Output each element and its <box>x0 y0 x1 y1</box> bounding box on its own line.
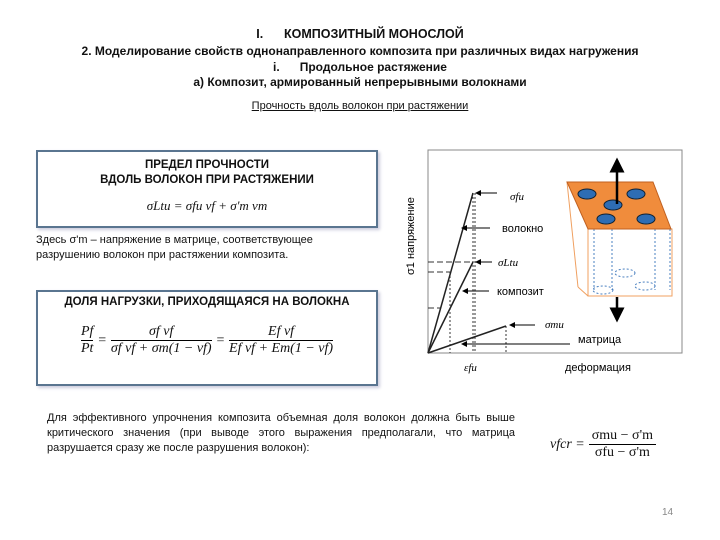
title-line2: 2. Моделирование свойств однонаправленного композита при различных видах нагружения <box>81 44 639 58</box>
composite-cube-illustration <box>567 160 672 320</box>
mid-den: σf vf + σm(1 − vf) <box>110 341 212 356</box>
sigma-ltu-label: σLtu <box>498 257 519 269</box>
bottom-paragraph: Для эффективного упрочнения композита объемная доля волокон должна быть выше критического значения (при выводе этого выражения предполагали, что матрица разрушается сразу же после разрушения волокон): <box>47 412 515 454</box>
note-text: Здесь σ'm – напряжение в матрице, соответствующее разрушению волокон при растяжении композита. <box>36 234 313 261</box>
mid-num: σf vf <box>111 324 212 341</box>
strength-formula: σLtu = σfu vf + σ'm vm <box>146 198 268 213</box>
title-text: КОМПОЗИТНЫЙ МОНОСЛОЙ <box>284 27 464 41</box>
page-number: 14 <box>662 507 674 518</box>
critical-num: σmu − σ'm <box>589 428 656 445</box>
critical-fraction-formula <box>550 428 656 461</box>
title-number: I. <box>256 27 264 41</box>
fiber-label: волокно <box>502 223 544 235</box>
subtitle: Прочность вдоль волокон при растяжении <box>251 100 469 112</box>
critical-lhs: vfcr = <box>550 436 585 452</box>
lhs-num: Pf <box>80 324 94 339</box>
box1-title1: ПРЕДЕЛ ПРОЧНОСТИ <box>144 159 270 171</box>
title3-number: i. <box>273 60 280 74</box>
x-axis-label: деформация <box>565 362 631 374</box>
sigma-fu-label: σfu <box>510 191 524 203</box>
box2-title: ДОЛЯ НАГРУЗКИ, ПРИХОДЯЩАЯСЯ НА ВОЛОКНА <box>64 296 350 308</box>
box1-title2: ВДОЛЬ ВОЛОКОН ПРИ РАСТЯЖЕНИИ <box>100 174 314 186</box>
x-tick-label: εfu <box>464 362 477 374</box>
y-axis-label: σ1 напряжение <box>405 197 417 275</box>
rhs-num: Ef vf <box>229 324 333 341</box>
load-share-formula: $\frac{Pf}{Pt}$ = $\frac{\text{σf vf}}{\text{σf vf + σm(1 − vf)}}$ = $\frac{\text{Ef vf}}{\text{Ef vf + Em(1 − vf)}}$ <box>80 324 334 356</box>
title-line4: а) Композит, армированный непрерывными волокнами <box>193 75 527 89</box>
composite-label: композит <box>497 286 544 298</box>
matrix-label: матрица <box>578 334 622 346</box>
critical-den: σfu − σ'm <box>594 445 650 460</box>
lhs-den: Pt <box>80 341 94 356</box>
rhs-den: Ef vf + Em(1 − vf) <box>229 341 334 356</box>
sigma-mu-label: σmu <box>545 319 564 331</box>
title3-text: Продольное растяжение <box>299 60 447 74</box>
